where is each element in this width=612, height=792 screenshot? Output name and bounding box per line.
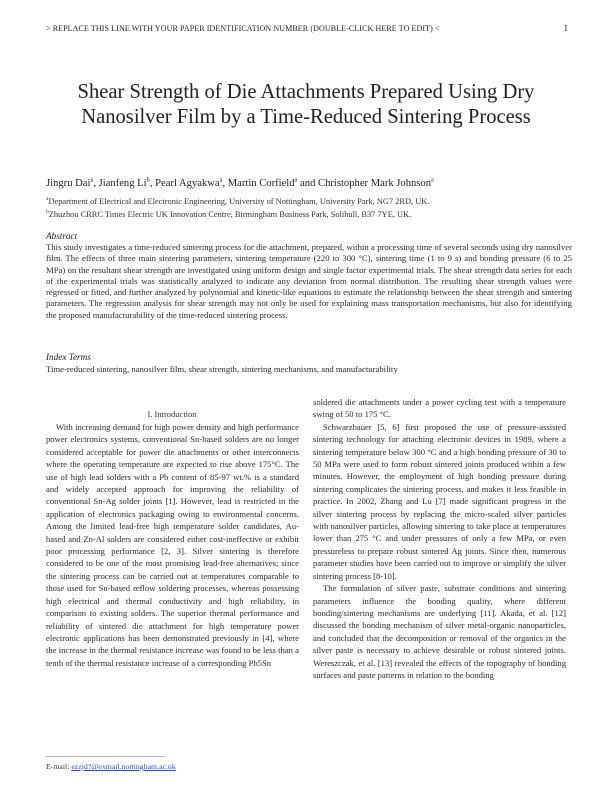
author-name: Jingru Dai [46, 177, 91, 189]
author-separator: and [297, 177, 319, 189]
author [155, 178, 228, 189]
author [46, 178, 99, 189]
author-list [46, 176, 570, 189]
affiliation-b [46, 209, 570, 219]
author-affil-mark: a [431, 176, 434, 183]
affiliation-text: Department of Electrical and Electronic Engineering, University of Nottingham, University Park, NG7 2RD, UK. [48, 196, 430, 206]
footnote [46, 762, 176, 771]
author-name: Christopher Mark Johnson [318, 177, 432, 189]
author-affil-mark: b [146, 176, 150, 183]
paragraph: With increasing demand for high power density and high performance power electronics systems, conventional Sn-based solders are no longer considered acceptable for power die attachments or other interconnects where the operating temperature are expected to rise above 175°C. The use of high lead solders with a Pb content of 85-97 wt.% is a standard and widely accepted approach for improving the reliability of conventional Sn-Ag solder joints [1]. However, lead is restricted in the application of electronics packaging owing to environmental concerns. Among the limited lead-free high temperature solder candidates, Au-based and Zn-Al solders are considered either cost-ineffective or exhibit poor processing performance [2, 3]. Silver sintering is therefore considered to be one of the most promising lead-free alternatives; since the sintering process can be carried out at temperatures comparable to those used for Sn-based reflow soldering processes, whereas possessing high electrical and thermal conductivity and high reliability, in comparison to existing solders. The superior thermal performance and reliability of sintered die attachment for high temperature power electronic applications has been demonstrated previously in [4], where the increase in the thermal resistance increase was found to be less than a tenth of the thermal resistance increase of a corresponding Pb5Sn [46, 422, 299, 668]
paragraph: soldered die attachments under a power cycling test with a temperature swing of 50 to 175 °C. [313, 397, 566, 420]
author [99, 178, 156, 189]
paragraph: The formulation of silver paste, substrate conditions and sintering parameters influence the bonding quality, where different bonding/sintering mechanisms are underlying [11]. Akada, et al. [12] discussed the bonding mechanism of silver metal-organic nanoparticles, and concluded that the decomposition or removal of the organics in the silver paste is necessary to achieve desirable or robust sintered joints. Wereszczak, et al. [13] revealed the effects of the topography of bonding surfaces and paste patterns in relation to the bonding [313, 583, 566, 680]
affiliation-mark: a [46, 196, 49, 202]
author-affil-mark: a [294, 176, 298, 183]
footnote-rule [46, 756, 166, 757]
abstract-heading: Abstract [46, 231, 78, 241]
affiliation-text: Zhuzhou CRRC Times Electric UK Innovation Centre, Birmingham Business Park, Solihull, B37 7YE, UK. [48, 209, 412, 219]
affiliation-a [46, 196, 570, 206]
index-terms-heading: Index Terms [46, 352, 91, 362]
paragraph: Schwarzbauer [5, 6] first proposed the use of pressure-assisted sintering technology for attaching electronic devices in 1989, where a sintering temperature below 300 °C and a high bonding pressure of 30 to 50 MPa were used to form robust sintered joints produced within a few minutes. However, the employment of high bonding pressure during sintering complicates the sintering process, and makes it less feasible in practice. In 2002, Zhang and Lu [7] made significant progress in the silver sintering process by replacing the micro-scaled silver particles with nanosilver particles, allowing sintering to take place at temperatures lower than 275 °C and under pressures of only a few MPa, or even pressureless to prepare robust sintered Ag joints. Since then, numerous parameter studies have been carried out to improve or simplify the silver sintering process [8-10]. [313, 421, 566, 581]
affiliation-mark: b [46, 209, 49, 215]
author-name: Martin Corfield [227, 177, 295, 189]
author-affil-mark: a [90, 176, 94, 183]
author-separator: , [222, 177, 228, 189]
author-name: Pearl Agyakwa [155, 177, 220, 189]
author [318, 178, 434, 189]
section-heading-introduction: I. Introduction [147, 409, 197, 419]
author [228, 178, 318, 189]
author-separator: , [149, 177, 156, 189]
footnote-label: E-mail: [46, 762, 72, 771]
abstract-text: This study investigates a time-reduced sintering process for die attachment, prepared, within a processing time of several seconds using dry nanosilver film. The effects of three main sintering parameters, sintering temperature (220 to 300 °C), sintering time (1 to 9 s) and bonding pressure (6 to 25 MPa) on the resultant shear strength are investigated using uniform design and single factor experimental trials. The shear strength data series for each of the experimental trials was statistically analyzed to indicate any deviation from normal distribution. The resulting shear strength values were regressed or fitted, and further analyzed by polynomial and kinetic-like equations to estimate the relationship between the shear strength and sintering parameters. The regression analysis for shear strength may not only be used for explaining mass transportation mechanisms, but also for identifying the proposed manufacturability of the time-reduced sintering process. [46, 242, 572, 320]
running-head: > REPLACE THIS LINE WITH YOUR PAPER IDENTIFICATION NUMBER (DOUBLE-CLICK HERE TO EDIT) < [46, 24, 440, 33]
author-affil-mark: a [219, 176, 223, 183]
author-name: Jianfeng Li [98, 177, 147, 189]
paper-title: Shear Strength of Die Attachments Prepared Using Dry Nanosilver Film by a Time-Reduced Sintering Process [77, 81, 535, 128]
left-column [46, 421, 299, 669]
page-number: 1 [563, 23, 568, 33]
email-link[interactable]: ezzjd?@exmail.nottingham.ac.uk [71, 762, 176, 771]
index-terms-text: Time-reduced sintering, nanosilver film, shear strength, sintering mechanisms, and manufacturability [46, 364, 398, 374]
author-separator: , [93, 177, 99, 189]
right-column [313, 396, 566, 681]
